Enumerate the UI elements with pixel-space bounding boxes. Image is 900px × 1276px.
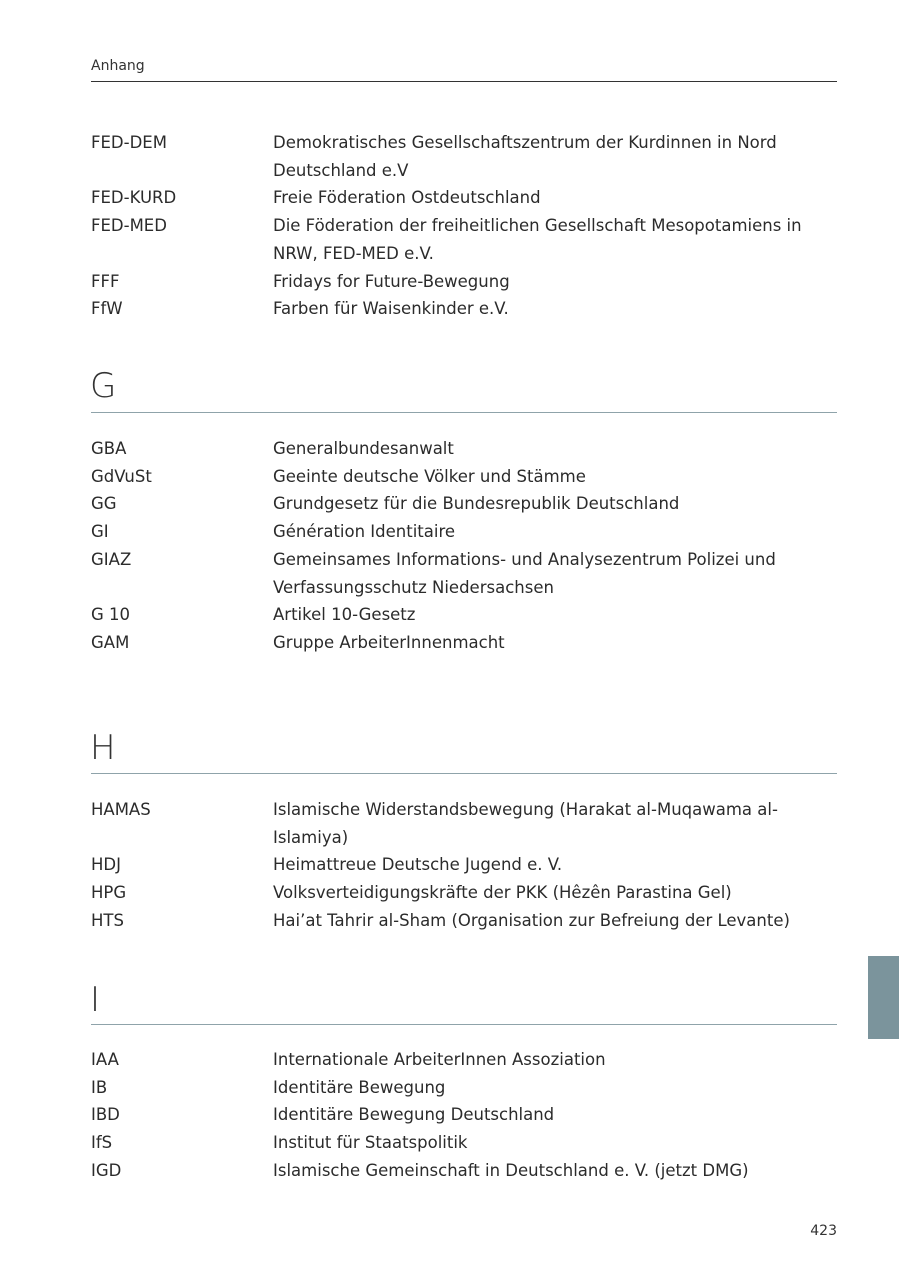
definition: Farben für Waisenkinder e.V.	[273, 299, 509, 319]
definition: Grundgesetz für die Bundesrepublik Deutschland	[273, 494, 680, 514]
chapter-thumb-tab	[868, 956, 899, 1039]
abbreviation: G 10	[91, 605, 131, 625]
glossary-entry	[91, 601, 837, 629]
abbreviation: HDJ	[91, 855, 121, 875]
glossary-entry	[91, 1157, 837, 1185]
section-i-entries	[91, 1046, 837, 1185]
definition: Volksverteidigungskräfte der PKK (Hêzên Parastina Gel)	[273, 883, 732, 903]
abbreviation: IBD	[91, 1105, 120, 1125]
definition: Gruppe ArbeiterInnenmacht	[273, 632, 505, 652]
glossary-entry	[91, 463, 837, 491]
section-heading-g: G	[90, 366, 117, 406]
section-f-entries	[91, 129, 837, 323]
definition: Génération Identitaire	[273, 522, 456, 542]
abbreviation: FfW	[91, 299, 123, 319]
definition: Identitäre Bewegung	[273, 1077, 446, 1097]
abbreviation: GBA	[91, 439, 127, 458]
glossary-entry	[91, 184, 837, 212]
definition: Generalbundesanwalt	[273, 439, 454, 458]
definition: Die Föderation der freiheitlichen Gesellschaft Mesopotamiens in NRW, FED-MED e.V.	[273, 216, 802, 263]
glossary-entry	[91, 1101, 837, 1129]
definition: Internationale ArbeiterInnen Assoziation	[273, 1050, 606, 1069]
definition: Freie Föderation Ostdeutschland	[273, 188, 541, 208]
abbreviation: GG	[91, 494, 117, 514]
page-number: 423	[810, 1223, 837, 1239]
abbreviation: IB	[91, 1077, 108, 1097]
section-rule	[91, 1024, 837, 1025]
glossary-entry	[91, 629, 837, 657]
section-heading-h: H	[90, 728, 116, 768]
abbreviation: HPG	[91, 883, 127, 903]
glossary-entry	[91, 1129, 837, 1157]
definition: Demokratisches Gesellschaftszentrum der Kurdinnen in Nord Deutschland e.V	[273, 133, 777, 180]
abbreviation: GAM	[91, 632, 130, 652]
section-rule	[91, 773, 837, 774]
glossary-entry	[91, 518, 837, 546]
glossary-entry	[91, 1046, 837, 1074]
abbreviation: IAA	[91, 1050, 119, 1069]
abbreviation: GI	[91, 522, 109, 542]
section-g-entries	[91, 435, 837, 657]
glossary-entry	[91, 1074, 837, 1102]
abbreviation: GIAZ	[91, 549, 132, 569]
definition: Gemeinsames Informations- und Analysezentrum Polizei und Verfassungsschutz Niedersachsen	[273, 549, 776, 597]
definition: Heimattreue Deutsche Jugend e. V.	[273, 855, 563, 875]
glossary-entry	[91, 796, 837, 851]
definition: Fridays for Future-Bewegung	[273, 271, 510, 291]
abbreviation: HTS	[91, 910, 124, 930]
abbreviation: FED-DEM	[91, 133, 167, 152]
abbreviation: FFF	[91, 271, 120, 291]
definition: Islamische Widerstandsbewegung (Harakat al-Muqawama al-Islamiya)	[273, 800, 778, 847]
definition: Geeinte deutsche Völker und Stämme	[273, 466, 586, 486]
glossary-entry	[91, 212, 837, 267]
definition: Institut für Staatspolitik	[273, 1133, 468, 1153]
section-heading-i: I	[90, 980, 101, 1020]
abbreviation: HAMAS	[91, 800, 151, 819]
abbreviation: IGD	[91, 1160, 122, 1180]
header-rule	[91, 81, 837, 82]
glossary-entry	[91, 129, 837, 184]
glossary-entry	[91, 879, 837, 907]
section-h-entries	[91, 796, 837, 935]
glossary-entry	[91, 851, 837, 879]
glossary-entry	[91, 295, 837, 323]
abbreviation: FED-KURD	[91, 188, 177, 208]
definition: Artikel 10-Gesetz	[273, 605, 416, 625]
definition: Identitäre Bewegung Deutschland	[273, 1105, 555, 1125]
glossary-entry	[91, 268, 837, 296]
definition: Islamische Gemeinschaft in Deutschland e. V. (jetzt DMG)	[273, 1160, 749, 1180]
glossary-entry	[91, 435, 837, 463]
abbreviation: IfS	[91, 1133, 113, 1153]
glossary-entry	[91, 546, 837, 601]
abbreviation: FED-MED	[91, 216, 167, 236]
running-header: Anhang	[91, 58, 145, 74]
glossary-entry	[91, 490, 837, 518]
abbreviation: GdVuSt	[91, 466, 152, 486]
definition: Hai’at Tahrir al-Sham (Organisation zur Befreiung der Levante)	[273, 910, 790, 930]
section-rule	[91, 412, 837, 413]
glossary-entry	[91, 907, 837, 935]
